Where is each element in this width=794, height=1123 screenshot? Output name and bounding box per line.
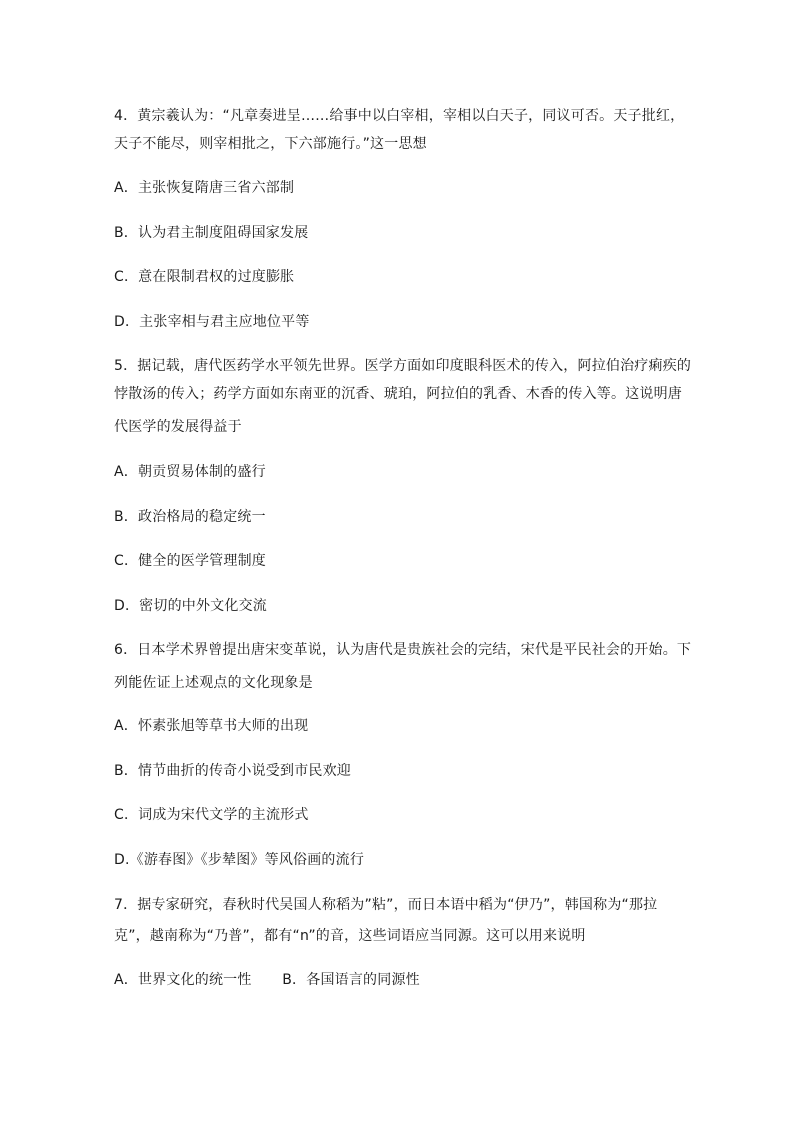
question-5-stem-line-3: 代医学的发展得益于 bbox=[114, 419, 242, 435]
question-5-stem-line-2: 悖散汤的传入；药学方面如东南亚的沉香、琥珀，阿拉伯的乳香、木香的传入等。这说明唐 bbox=[114, 386, 682, 402]
question-4-stem-line-1: 4．黄宗羲认为：“凡章奏进呈……给事中以白宰相，宰相以白天子，同议可否。天子批红， bbox=[114, 108, 685, 124]
question-7-stem-line-2: 克”，越南称为“乃普”，都有“n”的音，这些词语应当同源。这可以用来说明 bbox=[114, 928, 586, 944]
question-4-option-b: B．认为君主制度阻碍国家发展 bbox=[114, 225, 309, 241]
question-5-option-c: C．健全的医学管理制度 bbox=[114, 553, 266, 569]
question-6-stem-line-2: 列能佐证上述观点的文化现象是 bbox=[114, 675, 313, 691]
question-5-option-b: B．政治格局的稳定统一 bbox=[114, 509, 266, 525]
question-4-option-a: A．主张恢复隋唐三省六部制 bbox=[114, 180, 295, 196]
question-6-option-a: A．怀素张旭等草书大师的出现 bbox=[114, 718, 309, 734]
question-5-option-a: A．朝贡贸易体制的盛行 bbox=[114, 464, 266, 480]
question-6-stem-line-1: 6．日本学术界曾提出唐宋变革说，认为唐代是贵族社会的完结，宋代是平民社会的开始。下 bbox=[114, 642, 692, 658]
question-7-option-b: B．各国语言的同源性 bbox=[282, 972, 420, 988]
question-6-option-d: D.《游春图》《步辇图》等风俗画的流行 bbox=[114, 852, 365, 868]
question-4-option-c: C．意在限制君权的过度膨胀 bbox=[114, 269, 295, 285]
question-4-option-d: D．主张宰相与君主应地位平等 bbox=[114, 314, 310, 330]
question-7-stem-line-1: 7．据专家研究，春秋时代吴国人称稻为”粘”，而日本语中稻为“伊乃”，韩国称为“那拉 bbox=[114, 897, 658, 913]
question-6-option-c: C．词成为宋代文学的主流形式 bbox=[114, 807, 309, 823]
question-5-stem-line-1: 5．据记载，唐代医药学水平领先世界。医学方面如印度眼科医术的传入，阿拉伯治疗痢疾的 bbox=[114, 358, 692, 374]
question-5-option-d: D．密切的中外文化交流 bbox=[114, 598, 267, 614]
question-6-option-b: B．情节曲折的传奇小说受到市民欢迎 bbox=[114, 763, 352, 779]
question-7-options-row bbox=[114, 970, 420, 990]
question-4-stem-line-2: 天子不能尽，则宰相批之，下六部施行。”这一思想 bbox=[114, 136, 427, 152]
question-7-option-a: A．世界文化的统一性 bbox=[114, 972, 252, 988]
